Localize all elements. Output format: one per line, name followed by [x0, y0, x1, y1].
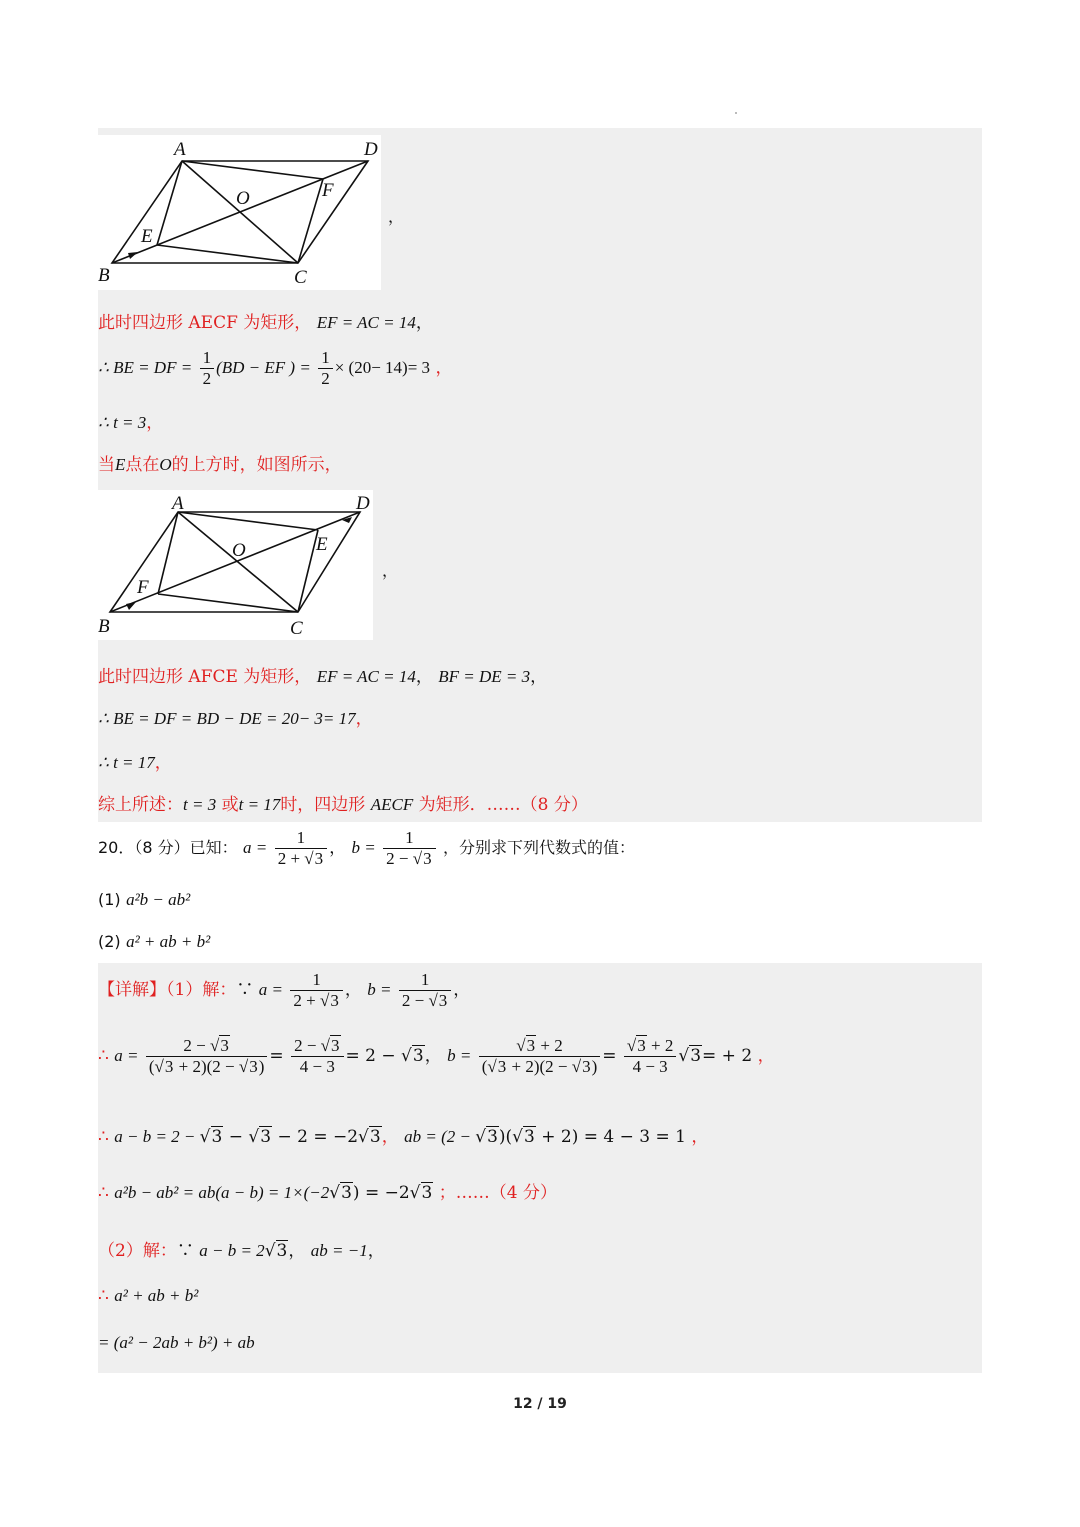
- solution-part-2: （2）解：∵ a − b = 2√3， ab = −1，: [98, 1241, 385, 1261]
- parallelogram-figure-1: [98, 135, 381, 290]
- solution-line-2: ∴ a = $\frac{2 - √3}{(√3 + 2)(2 - √3)}$ = $\frac{2 - √3}{4 - 3}$ = 2 − √3， b = $\frac{√3 + 2}{(√3 + 2)(2 - √3)}$ = $\frac{√3 + 2}{4 - 3}$ √3= + 2 ，: [98, 1036, 775, 1076]
- figure2-comma: ，: [382, 561, 399, 580]
- stray-dot: [735, 112, 737, 114]
- label-e: E: [141, 226, 153, 247]
- label-b: B: [98, 616, 110, 637]
- segment-ec: [298, 530, 318, 612]
- segment-ae: [178, 512, 318, 530]
- line-rect-afce: 此时四边形 AFCE 为矩形， EF = AC = 14， BF = DE = 3，: [98, 667, 548, 687]
- label-e: E: [316, 534, 328, 555]
- parallelogram-figure-2: [98, 490, 373, 640]
- segment-fc: [298, 179, 323, 263]
- label-d: D: [364, 139, 378, 160]
- solution-line-1: 【详解】（1）解：∵ a = $\frac{1}{2 + √3}$ ， b = $\frac{1}{2 - √3}$ ，: [98, 970, 471, 1010]
- label-c: C: [294, 267, 307, 288]
- figure-1: [98, 135, 381, 290]
- segment-fc: [158, 594, 298, 612]
- line-t-equals-3: ∴ t = 3，: [98, 413, 164, 433]
- solution-line-4: ∴ a²b − ab² = ab(a − b) = 1×(−2√3) = −2√3 ；……（4 分）: [98, 1183, 557, 1203]
- answer-block-bottom: [98, 963, 982, 1373]
- label-a: A: [174, 139, 186, 160]
- diagonal-ac: [178, 512, 298, 612]
- label-f: F: [322, 180, 334, 201]
- line-summary: 综上所述：t = 3 或t = 17时，四边形 AECF 为矩形．……（8 分）: [98, 795, 588, 815]
- line-be-df-calc: ∴ BE = DF = $\frac{1}{2}$ (BD − EF ) = $\frac{1}{2}$ × (20− 14)= 3 ，: [98, 348, 453, 388]
- line-t-equals-17: ∴ t = 17，: [98, 753, 172, 773]
- line-rect-aecf: 此时四边形 AECF 为矩形， EF = AC = 14，: [98, 313, 433, 333]
- figure-2: [98, 490, 373, 640]
- figure1-comma: ，: [388, 207, 405, 226]
- arrow-marker-b: [126, 602, 136, 610]
- label-o: O: [232, 540, 246, 561]
- question-20-part-2: (2) a² + ab + b²: [98, 932, 211, 951]
- page-number: 12 / 19: [513, 1396, 567, 1412]
- label-f: F: [137, 577, 149, 598]
- label-b: B: [98, 265, 110, 286]
- diagonal-bd: [112, 161, 368, 263]
- solution-line-3: ∴ a − b = 2 − √3 − √3 − 2 = −2√3， ab = (2 − √3)(√3 + 2) = 4 − 3 = 1 ，: [98, 1127, 709, 1147]
- line-case-e-above-o: 当E点在O的上方时，如图所示，: [98, 455, 342, 475]
- question-20-part-1: (1) a²b − ab²: [98, 890, 191, 909]
- label-d: D: [356, 493, 370, 514]
- segment-af: [182, 161, 323, 179]
- segment-ae: [157, 161, 182, 245]
- label-a: A: [172, 493, 184, 514]
- solution-line-7: = (a² − 2ab + b²) + ab: [98, 1333, 255, 1352]
- line-be-df-17: ∴ BE = DF = BD − DE = 20− 3= 17，: [98, 709, 373, 729]
- segment-af: [158, 512, 178, 594]
- label-o: O: [236, 188, 250, 209]
- solution-line-6: ∴ a² + ab + b²: [98, 1286, 199, 1306]
- question-20-stem: 20．（8 分）已知： a = $\frac{1}{2 + √3}$ ， b = $\frac{1}{2 - √3}$ ，分别求下列代数式的值：: [98, 828, 636, 868]
- arrow-marker: [128, 252, 138, 259]
- label-c: C: [290, 618, 303, 639]
- segment-ec: [157, 245, 298, 263]
